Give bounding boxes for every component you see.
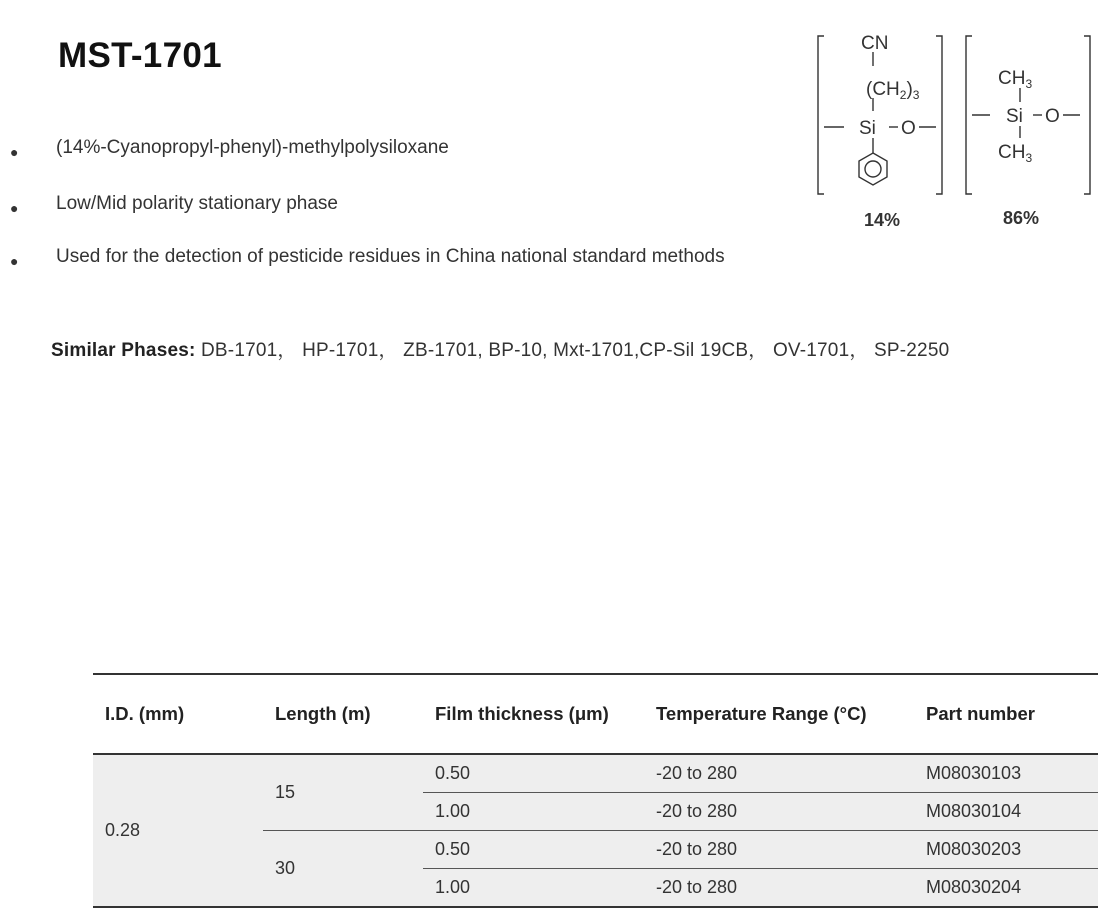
header-id: I.D. (mm): [93, 674, 263, 754]
specs-table-container: [93, 673, 1098, 908]
structure-chain-label: $(CH_2)_3$: [866, 79, 920, 102]
bullet-dot-icon: ●: [10, 144, 19, 160]
structure-pct-right: 86%: [1003, 208, 1040, 228]
table-header-row: [93, 674, 1098, 754]
cell-id: 0.28: [93, 754, 263, 907]
structure-diagram: [810, 30, 1100, 235]
page-title: MST-1701: [58, 36, 222, 75]
bullet-dot-icon: ●: [10, 253, 19, 269]
similar-phases: [51, 335, 949, 362]
similar-phases-label: Similar Phases:: [51, 340, 196, 361]
cell-film: 1.00: [423, 869, 644, 908]
cell-temp: -20 to 280: [644, 793, 914, 831]
cell-part: M08030203: [914, 831, 1098, 869]
bullet-text: Low/Mid polarity stationary phase: [56, 193, 338, 214]
bullet-dot-icon: ●: [10, 200, 19, 216]
structure-cn-label: CN: [861, 33, 889, 54]
cell-part: M08030104: [914, 793, 1098, 831]
structure-pct-left: 14%: [864, 210, 901, 230]
cell-temp: -20 to 280: [644, 754, 914, 793]
header-part: Part number: [914, 674, 1098, 754]
bullet-text: Used for the detection of pesticide residues in China national standard methods: [56, 246, 725, 267]
structure-ch3-top: $CH_3$: [998, 68, 1033, 91]
header-temp: Temperature Range (°C): [644, 674, 914, 754]
bullet-text: (14%-Cyanopropyl-phenyl)-methylpolysiloxane: [56, 137, 449, 158]
structure-ch3-bottom: $CH_3$: [998, 142, 1033, 165]
cell-part: M08030204: [914, 869, 1098, 908]
specs-table: [93, 673, 1098, 908]
cell-part: M08030103: [914, 754, 1098, 793]
table-row: [93, 754, 1098, 793]
cell-length: 30: [263, 831, 423, 908]
cell-film: 1.00: [423, 793, 644, 831]
structure-o-right: O: [1045, 106, 1060, 127]
cell-length: 15: [263, 754, 423, 831]
chemical-structure: [810, 30, 1100, 240]
cell-film: 0.50: [423, 754, 644, 793]
cell-film: 0.50: [423, 831, 644, 869]
similar-phases-list: DB-1701， HP-1701， ZB-1701, BP-10, Mxt-1701,CP-Sil 19CB， OV-1701， SP-2250: [195, 340, 950, 361]
structure-o-left: O: [901, 118, 916, 139]
structure-si-left: Si: [859, 118, 876, 139]
cell-temp: -20 to 280: [644, 869, 914, 908]
cell-temp: -20 to 280: [644, 831, 914, 869]
header-length: Length (m): [263, 674, 423, 754]
structure-si-right: Si: [1006, 106, 1023, 127]
header-film: Film thickness (μm): [423, 674, 644, 754]
